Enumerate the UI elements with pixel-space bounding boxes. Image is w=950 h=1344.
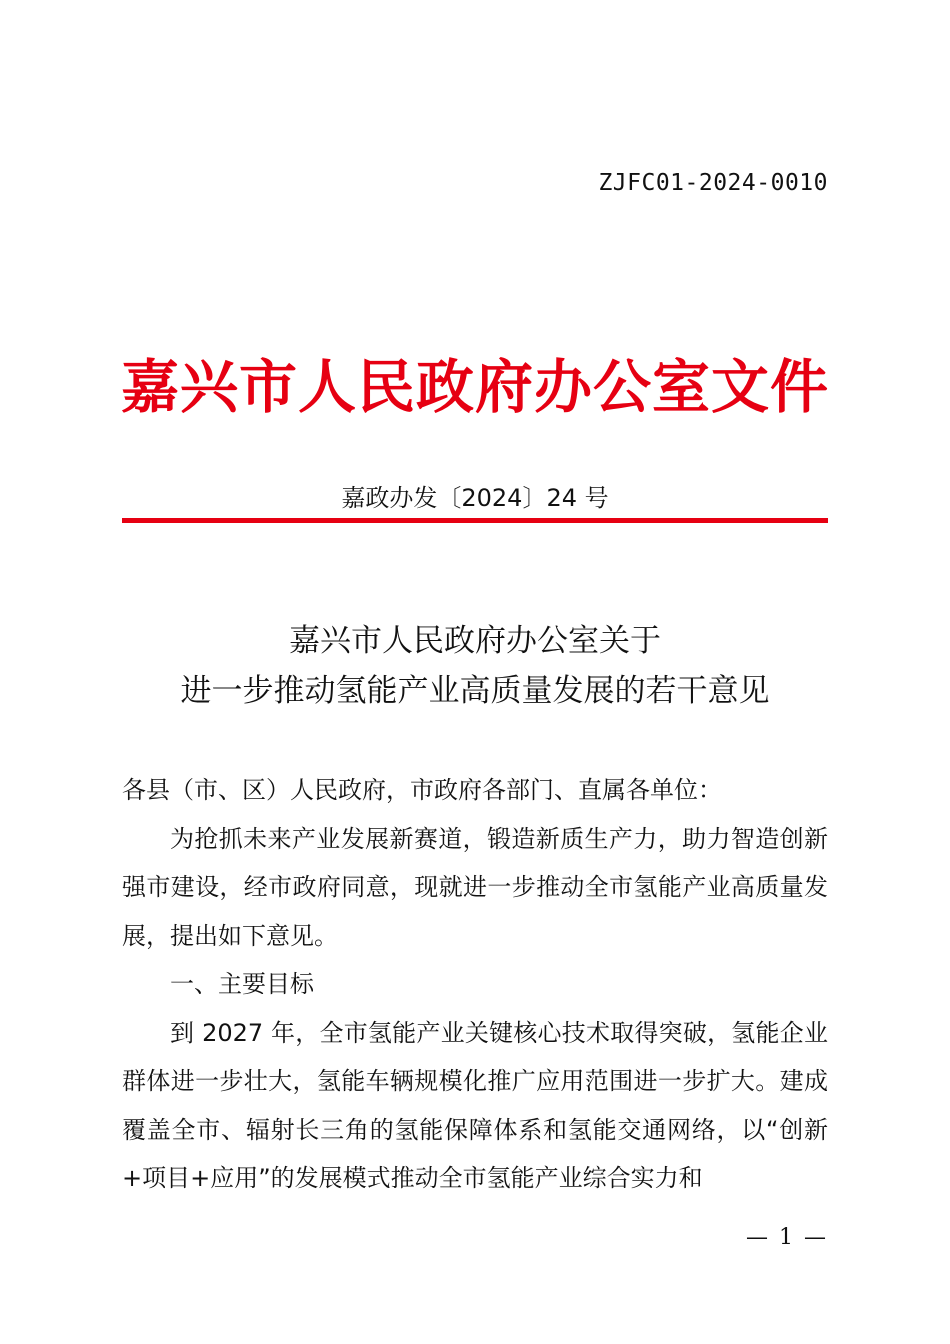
title-line-1: 嘉兴市人民政府办公室关于 bbox=[289, 623, 661, 659]
document-title bbox=[0, 616, 950, 716]
document-code: ZJFC01-2024-0010 bbox=[598, 170, 828, 196]
document-body bbox=[122, 766, 828, 1203]
title-line-2: 进一步推动氢能产业高质量发展的若干意见 bbox=[180, 673, 770, 709]
red-divider-line bbox=[122, 518, 828, 523]
document-number: 嘉政办发〔2024〕24 号 bbox=[341, 484, 609, 512]
salutation: 各县（市、区）人民政府，市政府各部门、直属各单位： bbox=[122, 776, 722, 804]
body-paragraph-1: 为抢抓未来产业发展新赛道，锻造新质生产力，助力智造创新强市建设，经市政府同意，现就进一步推动全市氢能产业高质量发展，提出如下意见。 bbox=[122, 824, 828, 950]
page-number: — 1 — bbox=[746, 1225, 828, 1250]
issuer-header: 嘉兴市人民政府办公室文件 bbox=[120, 353, 829, 421]
section-heading-main-goals: 一、主要目标 bbox=[170, 970, 314, 998]
body-paragraph-2: 到 2027 年，全市氢能产业关键核心技术取得突破，氢能企业群体进一步壮大，氢能车辆规模化推广应用范围进一步扩大。建成覆盖全市、辐射长三角的氢能保障体系和氢能交通网络，以“创新+项目+应用”的发展模式推动全市氢能产业综合实力和 bbox=[122, 1018, 828, 1192]
